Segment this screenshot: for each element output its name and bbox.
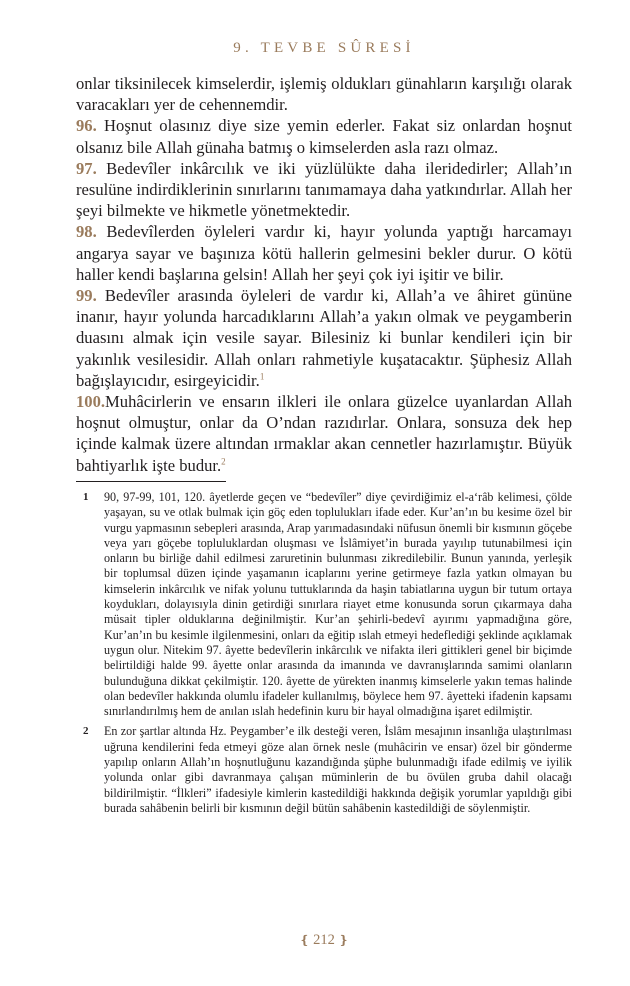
verse-text-body: Bedevîlerden öyleleri vardır ki, hayır yolunda yaptığı harcamayı angarya sayar ve başınıza kötü hallerin gelmesini bekler durur. O kötü haller kendi başlarına gelsin! Allah her şeyi çok iyi işitir ve bilir. xyxy=(76,222,572,284)
verse-text-body: Bedevîler inkârcılık ve iki yüzlülükte daha ileridedirler; Allah’ın resulüne indirdiklerinin sınırlarını tanımamaya daha yatkındırlar. Allah her şeyi bilmekte ve hikmetle yönetmektedir. xyxy=(76,158,572,221)
footnote-text: En zor şartlar altında Hz. Peygamber’e ilk desteği veren, İslâm mesajının insanlığa ulaştırılması uğruna kendilerini feda etmeyi göze alan örnek nesle (muhâcirin ve ensar) özel bir gönderme yapılıp onların Allah’ın hoşnutluğunu kazandığında şüphe bulunmadığı ifade edilmiş ve iyilik yolunda onlar gibi davranmaya çalışan müminlerin de bu övülen gruba dahil olacağı bildirilmiştir. “İlkleri” ifadesiyle kimlerin kastedildiği hakkında değişik yorumlar yapıldığı gibi burada sahâbenin belirli bir kısmının değil bütün sahâbenin kastedildiği de söylenmiştir. xyxy=(104,724,572,815)
footnote-1 xyxy=(76,490,572,719)
verse-100 xyxy=(76,391,572,476)
verse-number: 97. xyxy=(76,158,97,178)
page-number xyxy=(76,932,572,949)
verse-number: 99. xyxy=(76,286,97,306)
page-number-value: 212 xyxy=(313,932,335,948)
verse-number: 98. xyxy=(76,222,97,242)
footnote-2 xyxy=(76,724,572,816)
verse-continuation xyxy=(76,73,572,115)
verse-98 xyxy=(76,221,572,285)
footnote-marker[interactable]: 1 xyxy=(259,371,265,382)
verse-96 xyxy=(76,115,572,157)
footnotes xyxy=(76,490,572,821)
footnote-divider xyxy=(76,481,226,482)
verse-97 xyxy=(76,158,572,222)
footnote-number: 2 xyxy=(83,725,89,738)
verse-text xyxy=(76,73,572,476)
verse-number: 100. xyxy=(76,392,106,412)
verse-text-body: onlar tiksinilecek kimselerdir, işlemiş oldukları günahların karşılığı olarak varacakları yer de cehennemdir. xyxy=(76,74,572,115)
verse-number: 96. xyxy=(76,116,97,136)
verse-99 xyxy=(76,285,572,391)
footnote-text: 90, 97-99, 101, 120. âyetlerde geçen ve “bedevîler” diye çevirdiğimiz el-a‘râb kelimesi, çölde yaşayan, su ve otlak bulmak için göç eden toplulukları ifade eder. Kur’an’ın bu kesime özel bir vurgu yapmasının sebepleri arasında, Arap yarımadasındaki nüfusun önemli bir kısmının göçebe veya yarı göçebe topluluklardan oluşması ve İslâmiyet’in burada yayılıp tutunabilmesi için onların bu birliğe dahil edilmesi zaruretinin bulunması zikredilebilir. Bunun yanında, yerleşik bir toplumsal düzen içinde yaşamanın icaplarını yerine getirmeye fazla yatkın olmayan bu kimselerin inkârcılık ve nifak yolunu tuttuklarında da haşin tabiatlarına uygun bir tutum ortaya koydukları, dolayısıyla dinin getirdiği sınırlara riayet etme konusunda sorun çıkarmaya daha müsait tipler olduklarına değinilmiştir. Kur’an şehirli-bedevî ayırımı yapmadığına göre, Kur’an’ın bu kesimle ilgilenmesini, onları da eğitip ıslah etmeyi hedeflediği şeklinde açıklamak uygun olur. Nitekim 97. âyette bedevîlerin inkârcılık ve nifakta ileri gittikleri genel bir biçimde belirtildiği halde 99. âyette onlar arasında da imanında ve davranışlarında samimi olanların bulunduğuna dikkat çekilmiştir. 120. âyette de yürekten inanmış kimselerle yakın temas halinde olan bedevîler hakkında olumlu ifadeler kullanılmış, böylece hem 97. âyetteki ifadenin kapsamı sınırlandırılmış hem de anılan ıslah hedefinin kuru bir hayal olmadığına işaret edilmiştir. xyxy=(104,490,572,719)
verse-text-body: Bedevîler arasında öyleleri de vardır ki, Allah’a ve âhiret gününe inanır, hayır yolunda harcadıklarını Allah’a yakın olmak ve peygamberin duasını almak için vesile sayar. Bilesiniz ki bunlar kendileri için bir yakınlık vesilesidir. Allah onları rahmetiyle kuşatacaktır. Şüphesiz Allah bağışlayıcıdır, esirgeyicidir. xyxy=(76,286,572,390)
left-ornament-icon: ❴ xyxy=(299,933,310,947)
verse-text-body: Muhâcirlerin ve ensarın ilkleri ile onlara güzelce uyanlardan Allah hoşnut olmuştur, onlar da O’ndan razıdırlar. Onlara, sonsuza dek hep içinde kalmak üzere altından ırmaklar akan cennetler hazırlamıştır. Büyük bahtiyarlık işte budur. xyxy=(76,392,572,475)
footnote-marker[interactable]: 2 xyxy=(221,456,226,467)
verse-text-body: Hoşnut olasınız diye size yemin ederler. Fakat siz onlardan hoşnut olsanız bile Allah günaha batmış o kimselerden asla razı olmaz. xyxy=(76,116,572,157)
footnote-number: 1 xyxy=(83,491,89,503)
right-ornament-icon: ❵ xyxy=(338,933,349,947)
running-head: 9. TEVBE SÛRESİ xyxy=(233,40,415,56)
